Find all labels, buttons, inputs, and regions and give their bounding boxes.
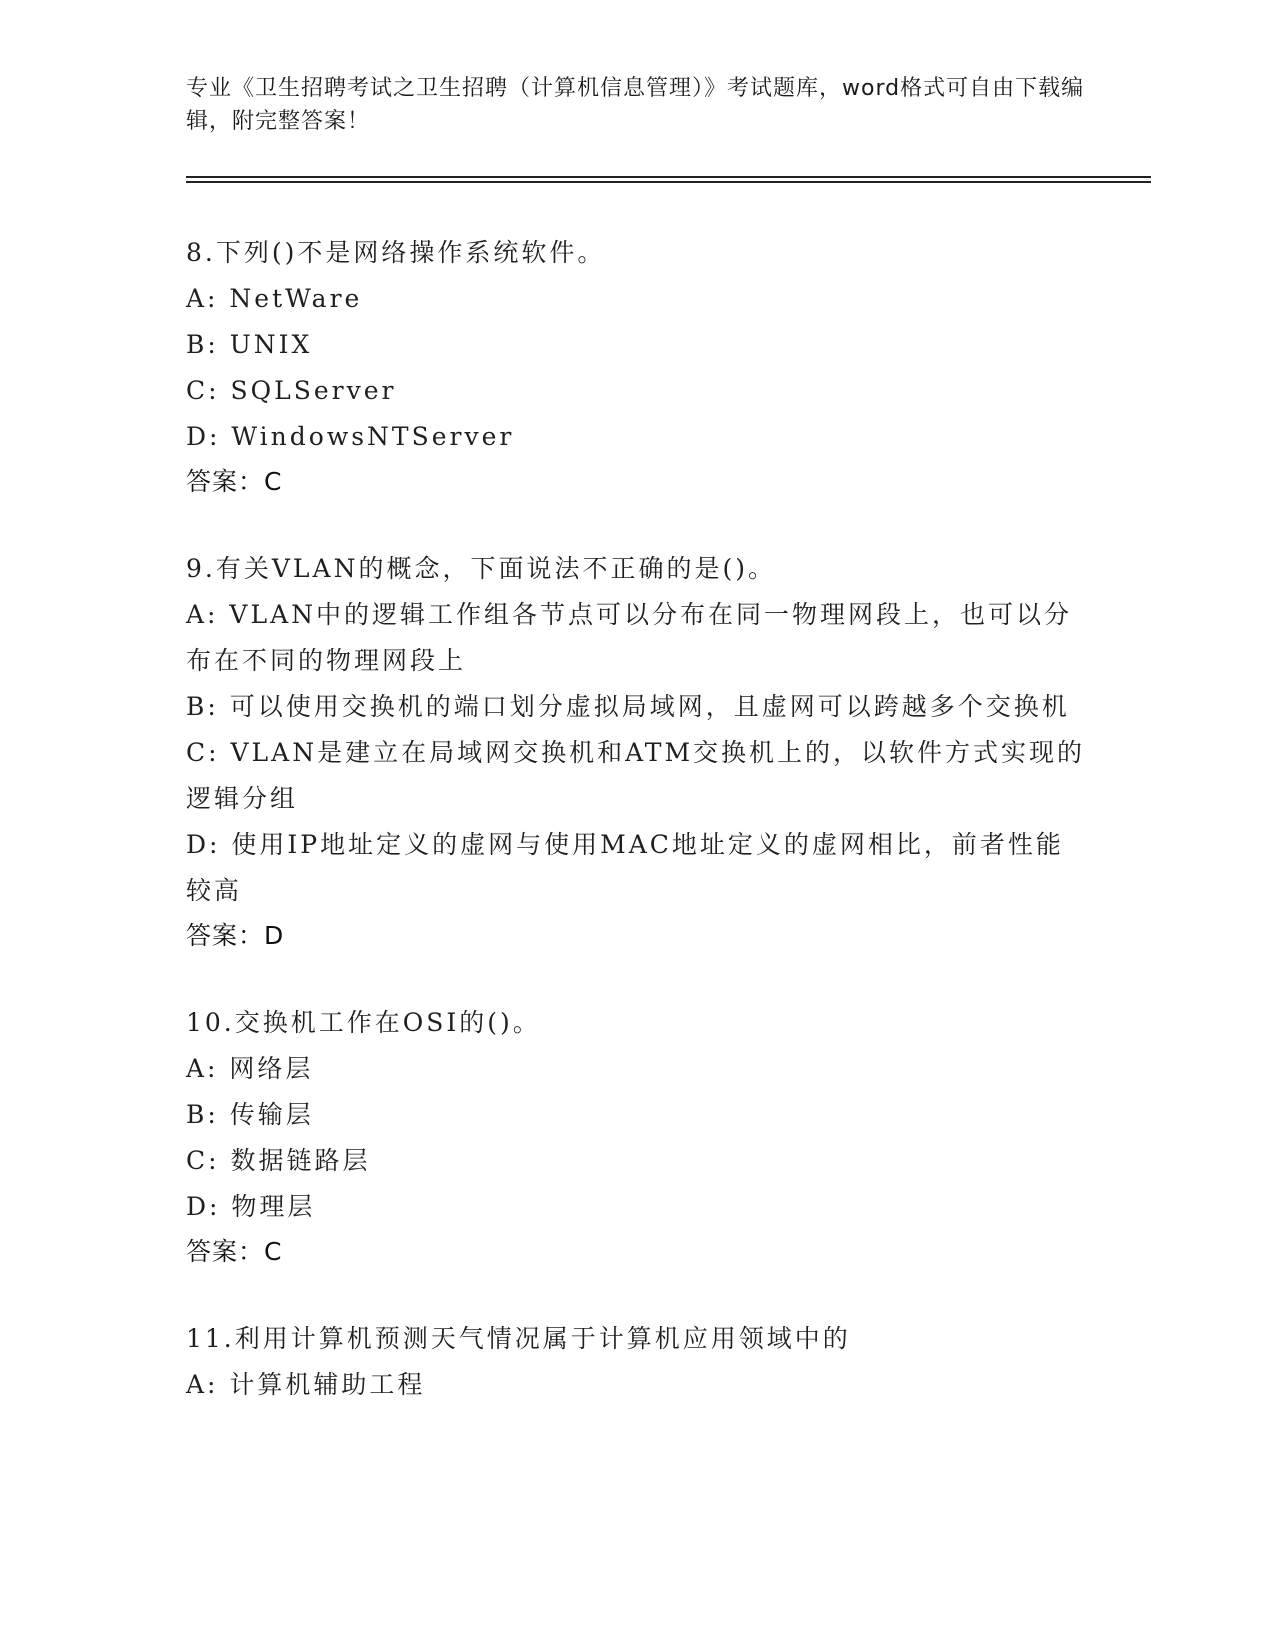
option-a: A: VLAN中的逻辑工作组各节点可以分布在同一物理网段上，也可以分布在不同的物理网段上	[186, 600, 1073, 675]
option-d: D: 使用IP地址定义的虚网与使用MAC地址定义的虚网相比，前者性能较高	[186, 830, 1064, 905]
question-11	[186, 1316, 1091, 1408]
option-b: B: UNIX	[186, 330, 313, 359]
question-9	[186, 546, 1091, 958]
header-rule-bottom	[186, 181, 1151, 183]
question-list	[186, 230, 1091, 1450]
option-b: B: 可以使用交换机的端口划分虚拟局域网，且虚网可以跨越多个交换机	[186, 692, 1070, 721]
option-d: D: WindowsNTServer	[186, 422, 515, 451]
question-stem: 8.下列()不是网络操作系统软件。	[186, 238, 606, 267]
option-b: B: 传输层	[186, 1100, 314, 1129]
document-header: 专业《卫生招聘考试之卫生招聘（计算机信息管理）》考试题库，word格式可自由下载编辑，附完整答案！	[186, 76, 1085, 134]
option-a: A: NetWare	[186, 284, 363, 313]
question-10	[186, 1000, 1091, 1274]
option-c: C: 数据链路层	[186, 1146, 371, 1175]
question-stem: 11.利用计算机预测天气情况属于计算机应用领域中的	[186, 1324, 851, 1353]
option-c: C: SQLServer	[186, 376, 397, 405]
question-stem: 9.有关VLAN的概念，下面说法不正确的是()。	[186, 554, 776, 583]
option-d: D: 物理层	[186, 1192, 316, 1221]
option-c: C: VLAN是建立在局域网交换机和ATM交换机上的，以软件方式实现的逻辑分组	[186, 738, 1086, 813]
answer: 答案：D	[186, 921, 285, 950]
option-a: A: 计算机辅助工程	[186, 1370, 426, 1399]
option-a: A: 网络层	[186, 1054, 314, 1083]
answer: 答案：C	[186, 467, 283, 496]
answer: 答案：C	[186, 1237, 283, 1266]
question-8	[186, 230, 1091, 504]
header-rule-top	[186, 176, 1151, 178]
question-stem: 10.交换机工作在OSI的()。	[186, 1008, 541, 1037]
